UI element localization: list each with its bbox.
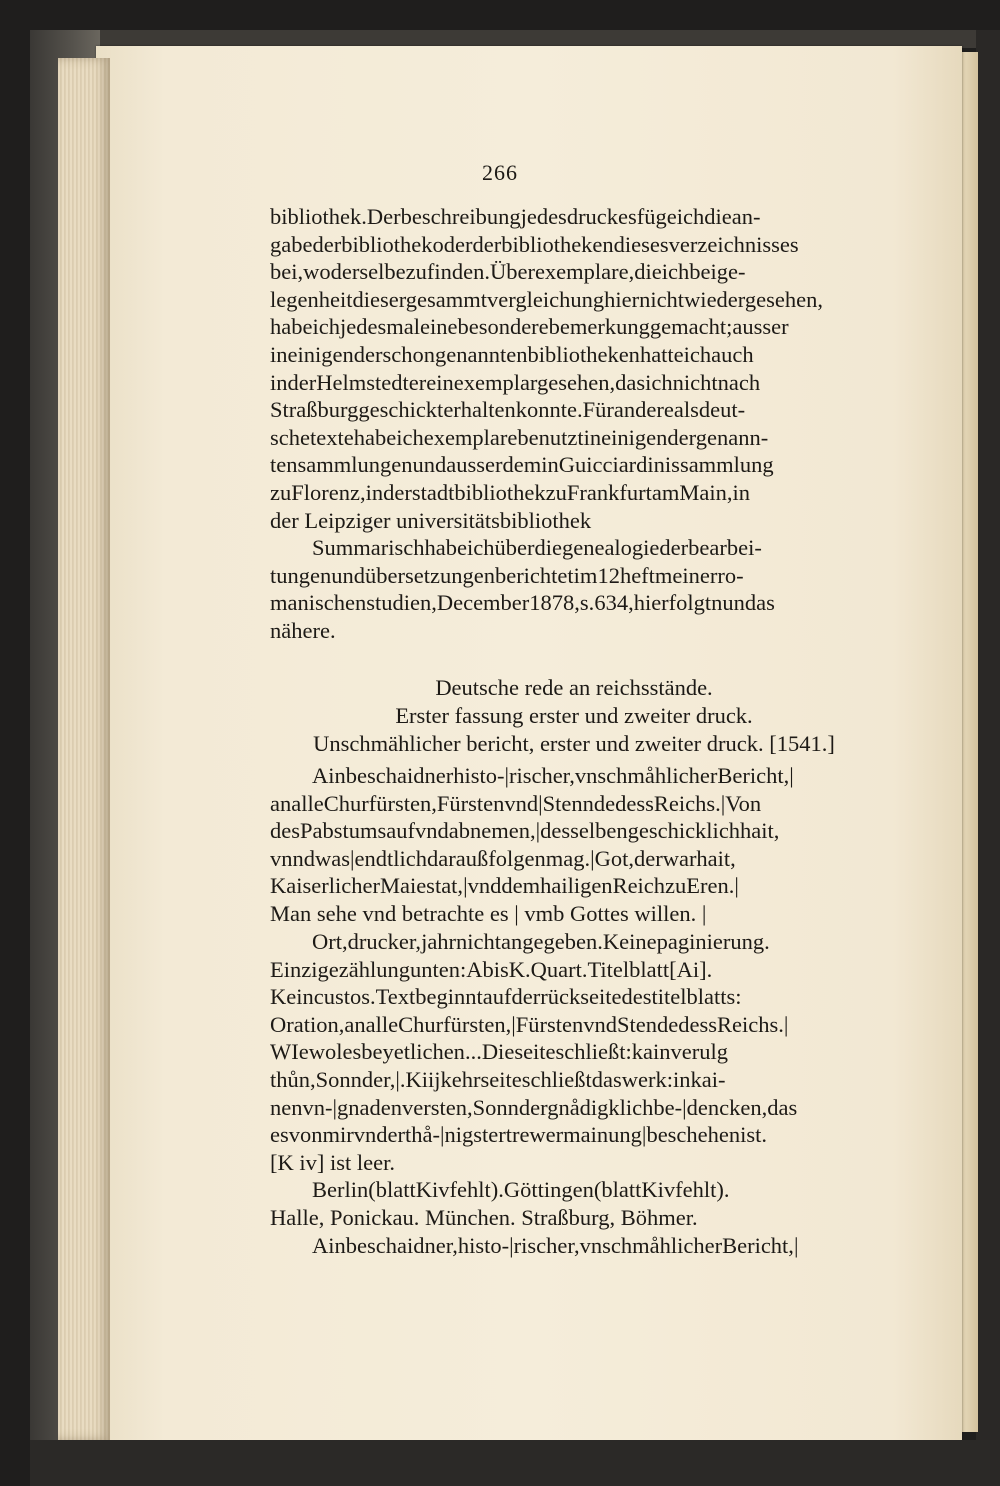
right-background (976, 30, 1000, 1486)
text-line: schetextehabeichexemplarebenutztineinigendergenann- (270, 424, 769, 450)
text-line: Halle, Ponickau. München. Straßburg, Böhmer. (270, 1204, 698, 1230)
text-line: WIewolesbeyetlichen...Dieseiteschließt:kainverulg (270, 1039, 729, 1065)
text-line: zuFlorenz,inderstadtbibliothekzuFrankfurtamMain,in (270, 479, 750, 505)
paragraph-intro (270, 203, 878, 534)
text-line: Berlin(blattKivfehlt).Göttingen(blattKivfehlt). (312, 1177, 730, 1202)
paragraph-description (270, 928, 878, 1176)
paragraph-locations (270, 1176, 878, 1231)
text-line: Straßburggeschickterhaltenkonnte.Füranderealsdeut- (270, 397, 746, 423)
text-line: legenheitdiesergesammtvergleichunghiernichtwiedergesehen, (270, 286, 823, 312)
section-heading: Deutsche rede an reichsstände. (435, 675, 713, 700)
text-line: Oration,analleChurfürsten,|FürstenvndStendedessReichs.| (270, 1011, 789, 1037)
text-line: manischenstudien,December1878,s.634,hierfolgtnundas (270, 590, 775, 616)
section-subheading-2: Unschmählicher bericht, erster und zweiter druck. [1541.] (313, 731, 835, 756)
text-line: vnndwas|endtlichdaraußfolgenmag.|Got,derwarhait, (270, 845, 736, 871)
text-line: [K iv] ist leer. (270, 1149, 395, 1175)
text-line: KaiserlicherMaiestat,|vnddemhailigenReichzuEren.| (270, 873, 739, 899)
section-subheading: Erster fassung erster und zweiter druck. (395, 703, 753, 728)
text-line: analleChurfürsten,Fürstenvnd|StenndedessReichs.|Von (270, 790, 762, 816)
page-number: 266 (482, 160, 518, 185)
text-line: Einzigezählungunten:AbisK.Quart.Titelblatt[Ai]. (270, 956, 713, 982)
text-line: Keincustos.Textbeginntaufderrückseitedestitelblatts: (270, 984, 742, 1010)
text-line: thůn,Sonnder,|.Kiijkehrseiteschließtdaswerk:inkai- (270, 1066, 726, 1092)
text-line: bei,woderselbezufinden.Überexemplare,dieichbeige- (270, 259, 746, 285)
bottom-cover-edge (30, 1440, 990, 1486)
text-line: habeichjedesmaleinebesonderebemerkunggemacht;ausser (270, 314, 789, 340)
paragraph-title-transcription (270, 762, 878, 928)
text-line: desPabstumsaufvndabnemen,|desselbengeschicklichhait, (270, 818, 780, 844)
text-line: esvonmirvnderthå-|nigstertrewermainung|beschehenist. (270, 1122, 768, 1148)
text-line: Summarischhabeichüberdiegenealogiederbearbei- (312, 535, 762, 560)
text-line: nähere. (270, 617, 336, 643)
text-line: Ainbeschaidner,histo-|rischer,vnschmåhlicherBericht,| (312, 1233, 799, 1258)
text-line: bibliothek.Derbeschreibungjedesdruckesfügeichdiean- (270, 204, 761, 229)
paragraph-summary (270, 534, 878, 644)
text-line: Ainbeschaidnerhisto-|rischer,vnschmåhlicherBericht,| (312, 763, 794, 788)
text-line: ineinigenderschongenanntenbibliothekenhatteichauch (270, 341, 754, 367)
text-line: inderHelmstedtereinexemplargesehen,dasichnichtnach (270, 369, 761, 395)
text-line: der Leipziger universitätsbibliothek (270, 507, 592, 533)
text-line: Ort,drucker,jahrnichtangegeben.Keinepaginierung. (312, 929, 770, 954)
page-block-edges (58, 58, 110, 1440)
text-line: gabederbibliothekoderderbibliothekendiesesverzeichnisses (270, 231, 799, 257)
text-line: tensammlungenundausserdeminGuicciardinissammlung (270, 452, 774, 478)
paragraph-second-title (270, 1232, 878, 1260)
text-line: tungenundübersetzungenberichtetim12heftmeinerro- (270, 562, 744, 588)
text-line: Man sehe vnd betrachte es | vmb Gottes willen. | (270, 900, 707, 926)
text-line: nenvn-|gnadenversten,Sonndergnådigklichbe-|dencken,das (270, 1094, 798, 1120)
